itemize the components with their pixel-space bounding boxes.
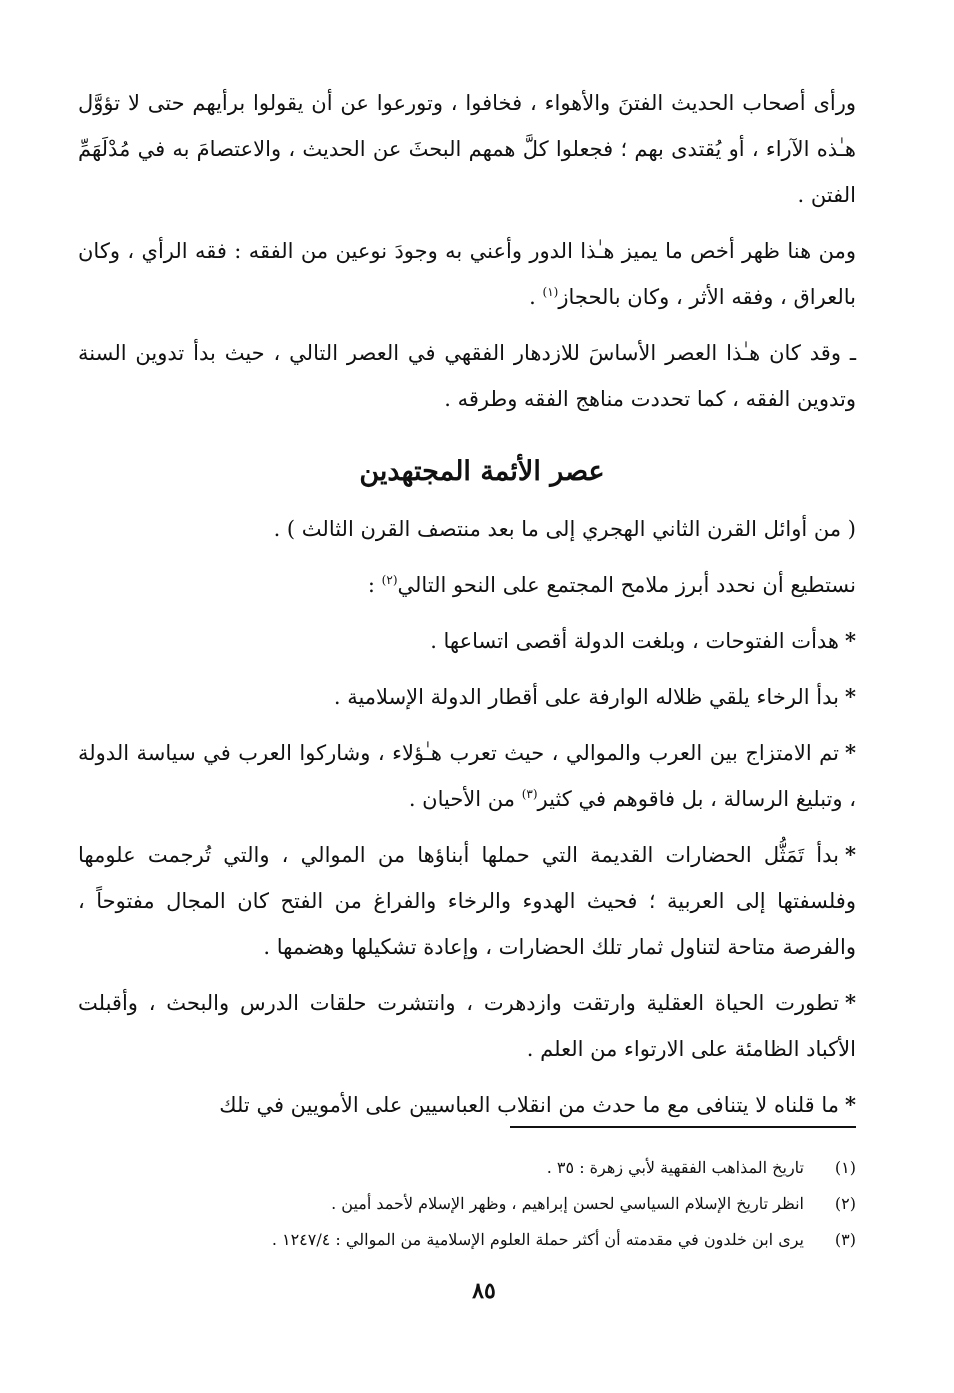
footnote-ref-2[interactable]: (٢) [381,573,398,587]
footnote-1 [78,1150,856,1186]
footnote-3 [78,1222,856,1258]
bullet-2 [78,674,856,720]
star-icon: * [845,740,856,765]
paragraph-2-text: ومن هنا ظهر أخص ما يميز هـٰذا الدور وأعني به وجودَ نوعين من الفقه : فقه الرأي ، وكان بالعراق ، وفقه الأثر ، وكان بالحجاز [78,239,856,309]
bullet-1-text: هدأت الفتوحات ، وبلغت الدولة أقصى اتساعها . [430,629,840,653]
intro-line [78,562,856,608]
footnote-text: انظر تاريخ الإسلام السياسي لحسن إبراهيم ، وظهر الإسلام لأحمد أمين . [331,1194,804,1213]
bullet-4-text: بدأ تَمَثُّل الحضارات القديمة التي حملها أبناؤها من الموالي ، والتي تُرجمت علومها وفلسفتها إلى العربية ؛ فحيث الهدوء والرخاء والفراغ من الفتح كان المجال مفتوحاً ، والفرصة متاحة لتناول ثمار تلك الحضارات ، وإعادة تشكيلها وهضمها . [78,843,856,959]
bullet-5-text: تطورت الحياة العقلية وارتقت وازدهرت ، وانتشرت حلقات الدرس والبحث ، وأقبلت الأكباد الظامئة على الارتواء من العلم . [78,991,856,1061]
period-line: ( من أوائل القرن الثاني الهجري إلى ما بعد منتصف القرن الثالث ) . [273,517,856,541]
paragraph-1: ورأى أصحاب الحديث الفتنَ والأهواء ، فخافوا ، وتورعوا عن أن يقولوا برأيهم حتى لا تؤوَّل هـٰذه الآراء ، أو يُقتدى بهم ؛ فجعلوا كلَّ همهم البحثَ عن الحديث ، والاعتصامَ به في مُدْلَهَمِّ الفتن . [78,91,856,207]
footnote-number: (٣) [834,1230,856,1249]
intro-text: نستطيع أن نحدد أبرز ملامح المجتمع على النحو التالي [397,573,856,597]
footnote-divider [510,1126,856,1128]
footnotes [78,1150,856,1258]
bullet-3-text: تم الامتزاج بين العرب والموالي ، حيث تعرب هـٰؤلاء ، وشاركوا العرب في سياسة الدولة ، وتبليغ الرسالة ، بل فاقوهم في كثير [78,741,856,811]
intro-colon: : [367,573,382,597]
footnote-text: تاريخ المذاهب الفقهية لأبي زهرة : ٣٥ . [546,1158,804,1177]
footnote-text: يرى ابن خلدون في مقدمته أن أكثر حملة العلوم الإسلامية من الموالي : ١٢٤٧/٤ . [271,1230,804,1249]
footnote-number: (١) [834,1158,856,1177]
footnote-2 [78,1186,856,1222]
paragraph-2 [78,228,856,320]
bullet-4 [78,832,856,970]
bullet-3 [78,730,856,822]
bullet-6-text: ما قلناه لا يتنافى مع ما حدث من انقلاب العباسيين على الأمويين في تلك [219,1093,840,1117]
star-icon: * [845,684,856,709]
paragraph-3: ـ وقد كان هـٰذا العصر الأساسَ للازدهار الفقهي في العصر التالي ، حيث بدأ تدوين السنة وتدوين الفقه ، كما تحددت مناهج الفقه وطرقه . [78,341,856,411]
page-number: ٨٥ [472,1278,496,1304]
bullet-2-text: بدأ الرخاء يلقي ظلاله الوارفة على أقطار الدولة الإسلامية . [333,685,840,709]
section-heading: عصر الأئمة المجتهدين [359,456,605,487]
star-icon: * [845,990,856,1015]
footnote-ref-1[interactable]: (١) [542,285,559,299]
star-icon: * [845,628,856,653]
footnote-ref-3[interactable]: (٣) [521,787,538,801]
star-icon: * [845,842,856,867]
footnote-number: (٢) [834,1194,856,1213]
star-icon: * [845,1092,856,1117]
bullet-5 [78,980,856,1072]
paragraph-2-end: . [529,285,543,309]
bullet-1 [78,618,856,664]
bullet-6 [78,1082,856,1128]
bullet-3-end: من الأحيان . [408,787,522,811]
